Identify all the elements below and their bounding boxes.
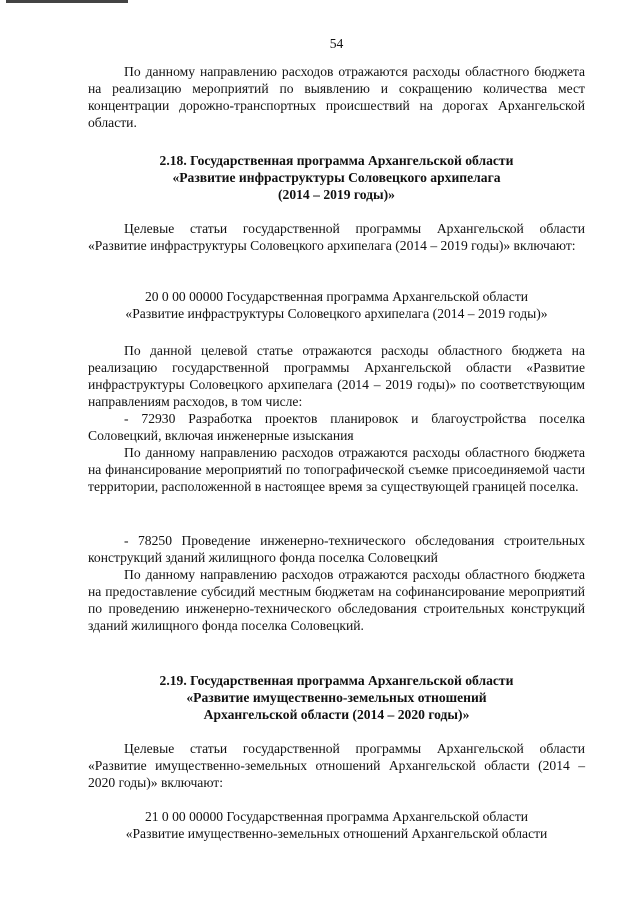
paragraph-intro: По данному направлению расходов отражаются расходы областного бюджета на реализацию мероприятий по выявлению и сокращению количества мест концентрации дорожно-транспортных происшествий на дорогах Архангельской области. (88, 64, 585, 130)
item-78250-description: По данному направлению расходов отражаются расходы областного бюджета на предоставление субсидий местным бюджетам на софинансирование мероприятий по проведению инженерно-технического обследования строительных конструкций зданий жилищного фонда поселка Соловецкий. (88, 567, 585, 633)
heading-line: «Развитие имущественно-земельных отношений (186, 690, 487, 705)
section-2-18-targets-intro: Целевые статьи государственной программы Архангельской области «Развитие инфраструктуры Соловецкого архипелага (2014 – 2019 годы)» включают: (88, 221, 585, 253)
code-line: 21 0 00 00000 Государственная программа Архангельской области (144, 809, 529, 824)
heading-line: Архангельской области (2014 – 2020 годы)» (203, 707, 470, 722)
heading-line: 2.19. Государственная программа Архангельской области (159, 673, 514, 688)
page-number: 54 (329, 36, 344, 51)
item-72930-description: По данному направлению расходов отражаются расходы областного бюджета на финансирование мероприятий по топографической съемке присоединяемой части территории, расположенной в настоящее время за существующей границей поселка. (88, 445, 585, 494)
item-72930: - 72930 Разработка проектов планировок и благоустройства поселка Соловецкий, включая инженерные изыскания (88, 411, 585, 443)
section-2-19-code (88, 808, 585, 842)
heading-line: 2.18. Государственная программа Архангельской области (159, 153, 514, 168)
item-78250: - 78250 Проведение инженерно-технического обследования строительных конструкций зданий жилищного фонда поселка Соловецкий (88, 533, 585, 565)
top-rule (6, 0, 128, 3)
section-2-19-heading (88, 672, 585, 723)
code-line: «Развитие имущественно-земельных отношений Архангельской области (125, 826, 548, 841)
section-2-18-expense-intro: По данной целевой статье отражаются расходы областного бюджета на реализацию государственной программы Архангельской области «Развитие инфраструктуры Соловецкого архипелага (2014 – 2019 годы)» по соответствующим направлениям расходов, в том числе: (88, 343, 585, 409)
section-2-18-heading (88, 152, 585, 203)
code-line: «Развитие инфраструктуры Соловецкого архипелага (2014 – 2019 годы)» (125, 306, 548, 321)
section-2-18-code (88, 288, 585, 322)
code-line: 20 0 00 00000 Государственная программа Архангельской области (144, 289, 529, 304)
heading-line: (2014 – 2019 годы)» (278, 187, 395, 202)
section-2-19-targets-intro: Целевые статьи государственной программы Архангельской области «Развитие имущественно-земельных отношений Архангельской области (2014 – 2020 годы)» включают: (88, 741, 585, 790)
heading-line: «Развитие инфраструктуры Соловецкого архипелага (172, 170, 501, 185)
